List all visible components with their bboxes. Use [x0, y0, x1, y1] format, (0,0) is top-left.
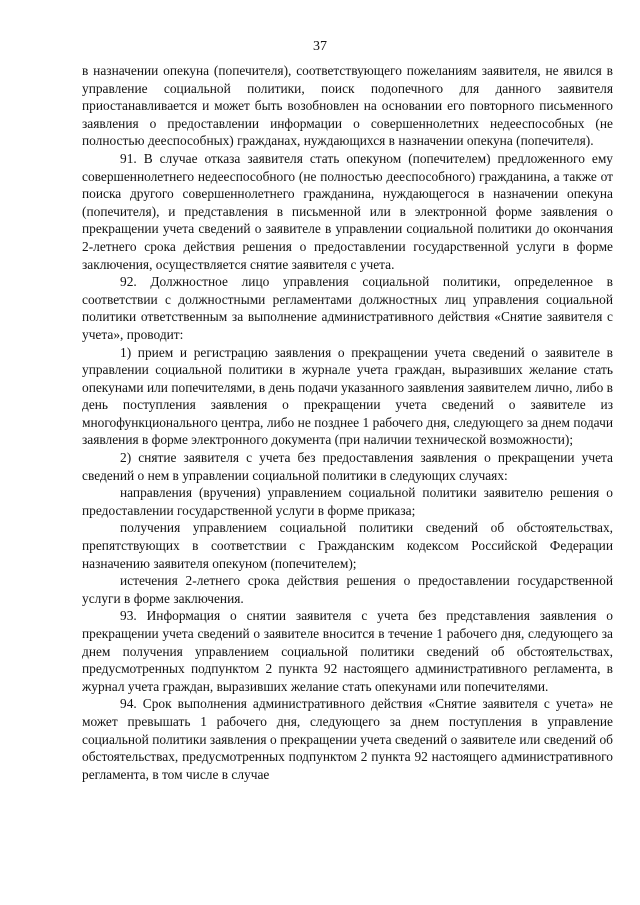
- paragraph-92: 92. Должностное лицо управления социальной политики, определенное в соответствии с должностными регламентами должностных лиц управления социальной политики ответственным за выполнение административного действия «Снятие заявителя с учета», проводит:: [82, 274, 613, 342]
- paragraph-91: 91. В случае отказа заявителя стать опекуном (попечителем) предложенного ему совершеннолетнего недееспособного (не полностью дееспособного) гражданина, а также от поиска другого совершеннолетнего гражданина, нуждающегося в назначении опекуна (попечителя), и представления в письменной или в электронной форме заявления о прекращении учета сведений о заявителе в управлении социальной политики до окончания 2-летнего срока действия решения о предоставлении государственной услуги в форме заключения, осуществляется снятие заявителя с учета.: [82, 150, 613, 272]
- paragraph-92-item-1: 1) прием и регистрацию заявления о прекращении учета сведений о заявителе в управлении социальной политики в журнале учета граждан, выразивших желание стать опекунами или попечителями, в день подачи указанного заявления заявителем лично, либо в день поступления заявления о прекращении учета сведений о заявителе из многофункционального центра, либо не позднее 1 рабочего дня, следующего за днем подачи заявления в форме электронного документа (при наличии технической возможности);: [82, 344, 613, 448]
- document-body: [82, 62, 613, 783]
- paragraph-92-case-2: получения управлением социальной политики сведений об обстоятельствах, препятствующих в соответствии с Гражданским кодексом Российской Федерации назначению заявителя опекуном (попечителем);: [82, 520, 613, 571]
- paragraph-92-case-3: истечения 2-летнего срока действия решения о предоставлении государственной услуги в форме заключения.: [82, 573, 613, 606]
- page-number: 37: [313, 39, 327, 54]
- paragraph-93: 93. Информация о снятии заявителя с учета без представления заявления о прекращении учета сведений о заявителе вносится в течение 1 рабочего дня, следующего за днем получения управлением социальной политики сведений об обстоятельствах, предусмотренных подпунктом 2 пункта 92 настоящего административного регламента, в журнал учета граждан, выразивших желание стать опекунами или попечителями.: [82, 608, 613, 694]
- paragraph-94: 94. Срок выполнения административного действия «Снятие заявителя с учета» не может превышать 1 рабочего дня, следующего за днем поступления в управление социальной политики заявления о прекращении учета сведений о заявителе или сведений об обстоятельствах, предусмотренных подпунктом 2 пункта 92 настоящего административного регламента, в том числе в случае: [82, 696, 613, 782]
- paragraph-92-case-1: направления (вручения) управлением социальной политики заявителю решения о предоставлении государственной услуги в форме приказа;: [82, 485, 613, 518]
- paragraph-continuation: в назначении опекуна (попечителя), соответствующего пожеланиям заявителя, не явился в управление социальной политики, поиск подопечного для данного заявителя приостанавливается и может быть возобновлен на основании его повторного письменного заявления о предоставлении информации о совершеннолетних недееспособных (не полностью дееспособных) гражданах, нуждающихся в назначении опекуна (попечителя).: [82, 63, 613, 149]
- paragraph-92-item-2: 2) снятие заявителя с учета без предоставления заявления о прекращении учета сведений о нем в управлении социальной политики в следующих случаях:: [82, 450, 613, 483]
